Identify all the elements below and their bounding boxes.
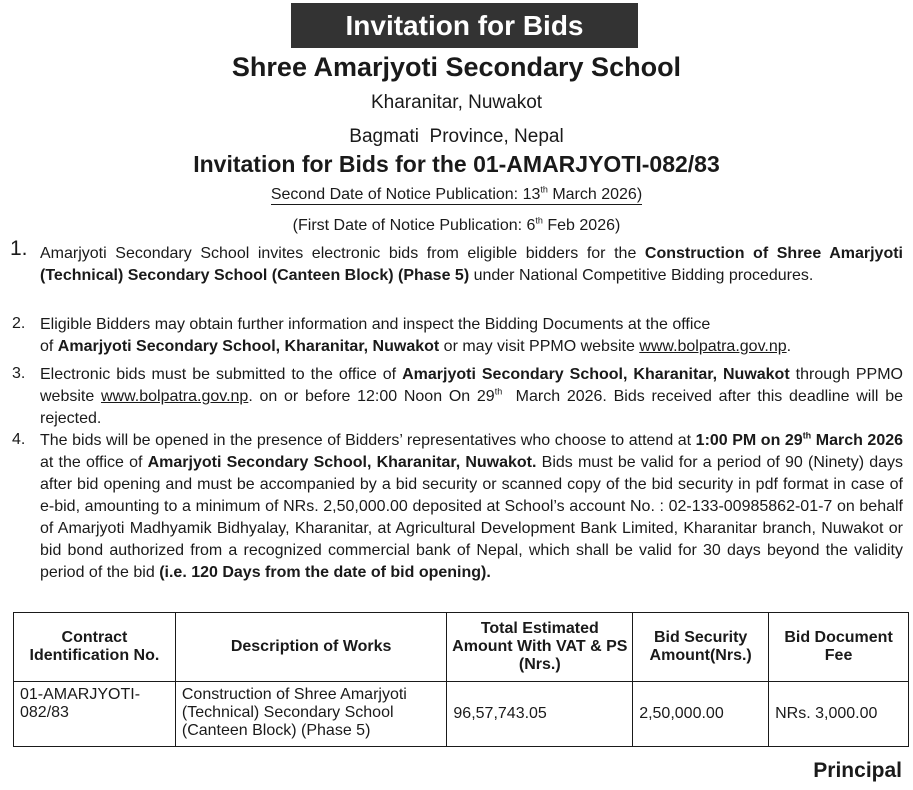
item-4-text-3: Bids must be valid for a period of 90 (Ninety) days after bid opening and must be accompanied by a bid security or scanned copy of the bid security in pdf format in case of e-bid, amounting to a minimum of NRs. 2,50,000.00 deposited at School’s account No. : 02-133-00985862-01-7 on behalf of Amarjyoti Madhyamik Bidhyalay, Kharanitar, at Agricultural Development Bank Limited, Kharanitar branch, Nuwakot or bid bond authorized from a recognized commercial bank of Nepal, which shall be valid for 30 days beyond the validity period of the bid [40,454,904,581]
item-2-text-2: of [40,338,58,355]
item-4 [40,430,903,584]
item-1 [40,243,903,287]
cell-bid-security: 2,50,000.00 [633,682,769,747]
item-2-office: Amarjyoti Secondary School, Kharanitar, Nuwakot [57,338,440,355]
item-3 [40,364,908,430]
item-3-text-2: through PPMO website [40,366,904,405]
cell-total-amount: 96,57,743.05 [447,682,633,747]
second-date-rest: March 2026) [547,186,643,203]
address-line-1: Kharanitar, Nuwakot [370,92,543,113]
item-4-validity: (i.e. 120 Days from the date of bid opening). [159,564,491,581]
item-1-work-name: Construction of Shree Amarjyoti (Technical) Secondary School (Canteen Block) (Phase 5) [40,245,903,284]
item-3-text-4: March 2026. Bids received after this deadline will be rejected. [40,388,908,427]
item-4-text-2: at the office of [40,454,148,471]
header-bid-security: Bid Security Amount(Nrs.) [633,613,769,682]
item-4-office: Amarjyoti Secondary School, Kharanitar, Nuwakot. [147,454,537,471]
first-publication-date [0,217,913,235]
cell-document-fee: NRs. 3,000.00 [769,682,909,747]
table-header-row [14,613,909,682]
item-2-number: 2. [12,315,26,332]
item-4-sup: th [802,430,812,441]
item-3-sup: th [494,386,503,397]
second-date-sup: th [540,184,548,195]
school-name: Shree Amarjyoti Secondary School [231,52,682,82]
item-1-text-end: under National Competitive Bidding procedures. [469,267,814,284]
item-2-text-3: or may visit PPMO website [439,338,640,355]
item-2 [40,314,903,358]
table-row [14,682,909,747]
first-date-label: (First Date of Notice Publication: 6 [292,217,536,234]
ifb-title: Invitation for Bids for the 01-AMARJYOTI-082/83 [193,151,720,177]
item-3-text-3: . on or before 12:00 Noon On 29 [248,388,495,405]
header-total-amount: Total Estimated Amount With VAT & PS (Nrs.) [447,613,633,682]
cell-description: Construction of Shree Amarjyoti (Technical) Secondary School (Canteen Block) (Phase 5) [175,682,447,747]
first-date-sup: th [535,215,543,226]
header-document-fee: Bid Document Fee [769,613,909,682]
item-1-text: Amarjyoti Secondary School invites electronic bids from eligible bidders for the [40,245,645,262]
item-1-number: 1. [10,237,28,260]
address-line-2: Bagmati Province, Nepal [349,126,564,147]
bolpatra-link[interactable]: www.bolpatra.gov.np [639,338,787,355]
header-contract-id: Contract Identification No. [14,613,176,682]
second-date-label: Second Date of Notice Publication: 13 [270,186,541,203]
item-4-date: March 2026 [815,432,904,449]
item-3-text: Electronic bids must be submitted to the office of [40,366,403,383]
item-4-text: The bids will be opened in the presence of Bidders’ representatives who choose to attend at [40,432,696,449]
bid-table [13,612,909,747]
signature-principal: Principal [813,759,902,782]
cell-contract-id: 01-AMARJYOTI-082/83 [14,682,176,747]
second-publication-date [0,186,913,204]
item-3-number: 3. [12,365,26,382]
notice-banner: Invitation for Bids [291,3,638,48]
header-description: Description of Works [175,613,447,682]
item-3-office: Amarjyoti Secondary School, Kharanitar, Nuwakot [402,366,790,383]
item-4-time: 1:00 PM on 29 [695,432,803,449]
item-2-text-4: . [786,338,792,355]
item-4-number: 4. [12,431,26,448]
bolpatra-link-2[interactable]: www.bolpatra.gov.np [100,388,249,405]
first-date-rest: Feb 2026) [542,217,621,234]
item-2-text: Eligible Bidders may obtain further information and inspect the Bidding Documents at the office [40,316,711,333]
